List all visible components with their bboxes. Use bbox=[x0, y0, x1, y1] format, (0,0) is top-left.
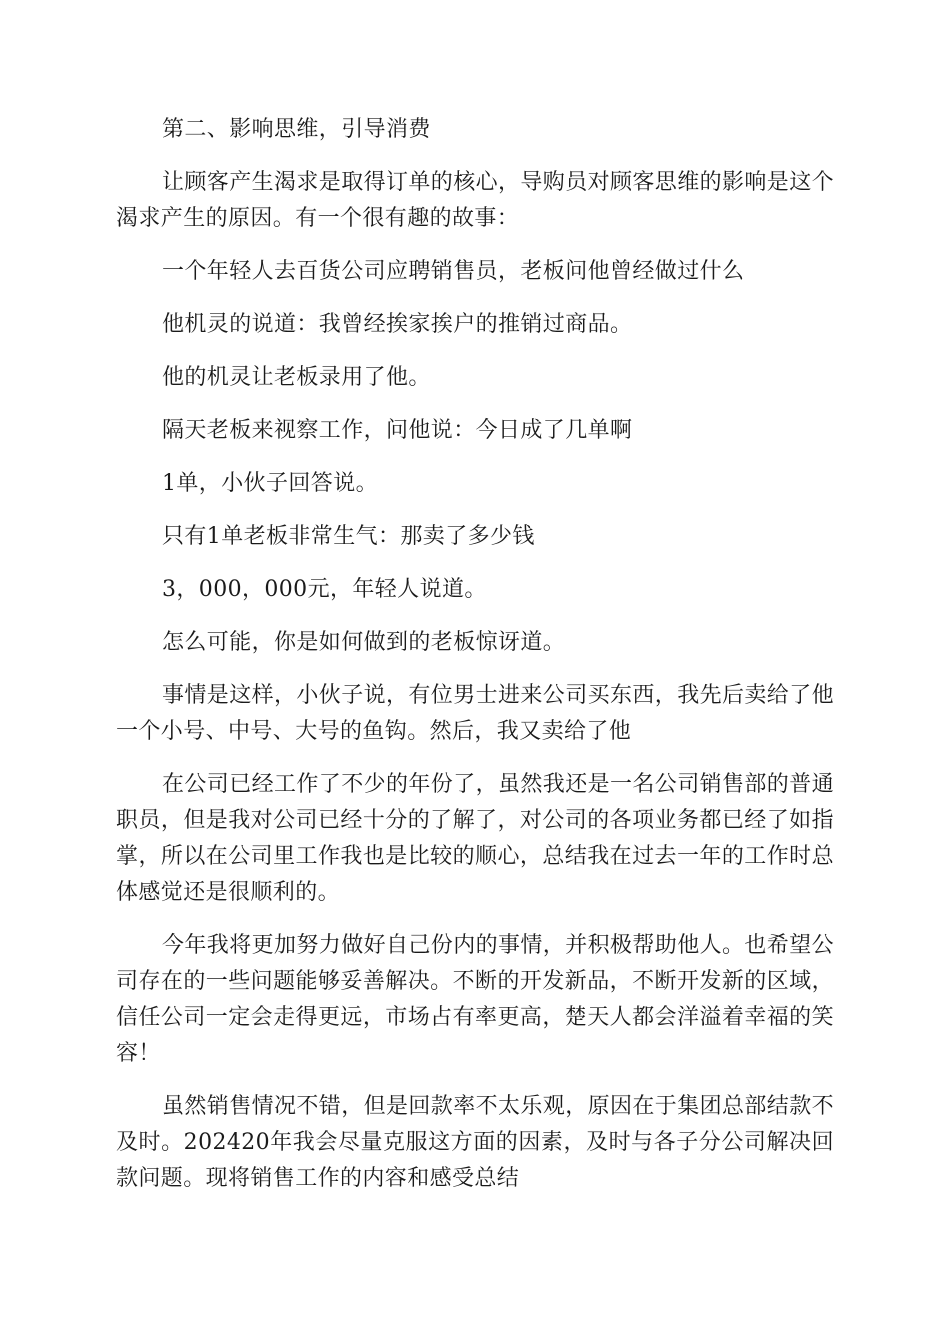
paragraph: 一个年轻人去百货公司应聘销售员，老板问他曾经做过什么 bbox=[162, 259, 745, 284]
paragraph: 只有1单老板非常生气：那卖了多少钱 bbox=[162, 524, 535, 549]
paragraph: 虽然销售情况不错，但是回款率不太乐观，原因在于集团总部结款不及时。202420年我会尽量克服这方面的因素，及时与各子分公司解决回款问题。现将销售工作的内容和感受总结 bbox=[116, 1094, 835, 1191]
paragraph: 3，000，000元，年轻人说道。 bbox=[162, 577, 487, 602]
section-heading: 第二、影响思维，引导消费 bbox=[162, 117, 431, 142]
paragraph: 怎么可能，你是如何做到的老板惊讶道。 bbox=[162, 630, 566, 655]
paragraph: 他的机灵让老板录用了他。 bbox=[162, 365, 431, 390]
paragraph: 他机灵的说道：我曾经挨家挨户的推销过商品。 bbox=[162, 312, 633, 337]
paragraph: 隔天老板来视察工作，问他说：今日成了几单啊 bbox=[162, 418, 633, 443]
paragraph: 今年我将更加努力做好自己份内的事情，并积极帮助他人。也希望公司存在的一些问题能够妥善解决。不断的开发新品，不断开发新的区域，信任公司一定会走得更远，市场占有率更高，楚天人都会洋溢着幸福的笑容！ bbox=[116, 933, 835, 1066]
document-body bbox=[116, 112, 834, 1214]
paragraph: 在公司已经工作了不少的年份了，虽然我还是一名公司销售部的普通职员，但是我对公司已经十分的了解了，对公司的各项业务都已经了如指掌，所以在公司里工作我也是比较的顺心，总结我在过去一年的工作时总体感觉还是很顺利的。 bbox=[116, 772, 835, 905]
paragraph: 事情是这样，小伙子说，有位男士进来公司买东西，我先后卖给了他一个小号、中号、大号的鱼钩。然后，我又卖给了他 bbox=[116, 683, 835, 744]
paragraph: 1单，小伙子回答说。 bbox=[162, 471, 378, 496]
paragraph: 让顾客产生渴求是取得订单的核心，导购员对顾客思维的影响是这个渴求产生的原因。有一个很有趣的故事： bbox=[116, 170, 835, 231]
